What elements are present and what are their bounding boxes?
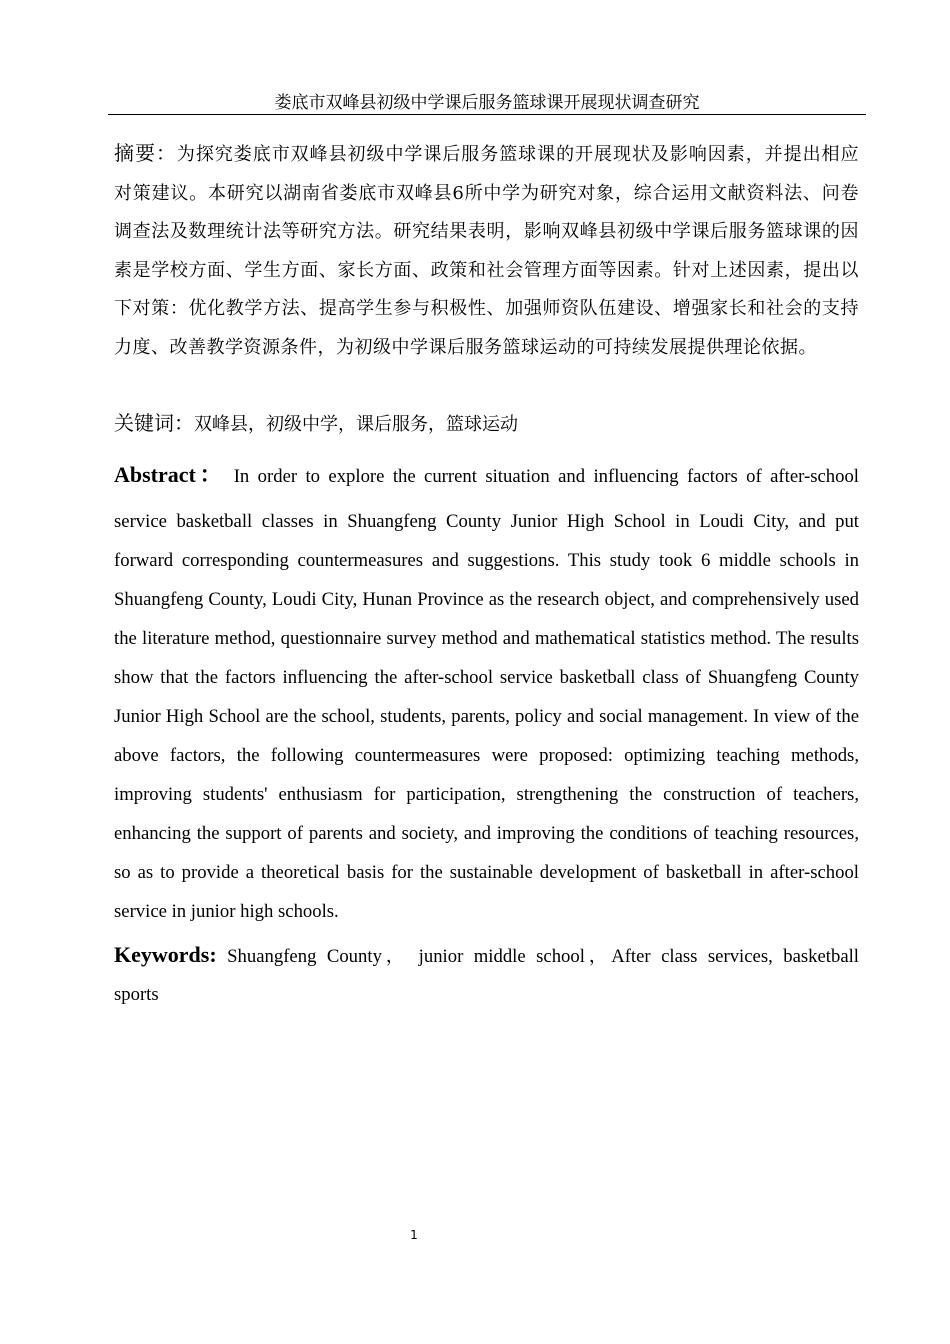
english-keywords <box>114 936 859 1014</box>
english-keywords-text: Shuangfeng County， junior middle school，After class services, basketball sports <box>114 946 860 1005</box>
english-abstract-text-first: In order to explore the current situation and influencing factors of after-school <box>233 466 860 487</box>
chinese-keywords-text: 双峰县，初级中学，课后服务，篮球运动 <box>194 414 518 435</box>
page-number: 1 <box>410 1228 418 1242</box>
chinese-abstract-text: 为探究娄底市双峰县初级中学课后服务篮球课的开展现状及影响因素，并提出相应对策建议。本研究以湖南省娄底市双峰县6所中学为研究对象，综合运用文献资料法、问卷调查法及数理统计法等研究方法。研究结果表明，影响双峰县初级中学课后服务篮球课的因素是学校方面、学生方面、家长方面、政策和社会管理方面等因素。针对上述因素，提出以下对策：优化教学方法、提高学生参与积极性、加强师资队伍建设、增强家长和社会的支持力度、改善教学资源条件，为初级中学课后服务篮球运动的可持续发展提供理论依据。 <box>114 144 860 358</box>
header-divider <box>108 114 866 115</box>
english-abstract-text-rest: service basketball classes in Shuangfeng County Junior High School in Loudi City, and put forward corresponding countermeasures and suggestions. This study took 6 middle schools in Shuangfeng County, Loudi City, Hunan Province as the research object, and comprehensively used the literature method, questionnaire survey method and mathematical statistics method. The results show that the factors influencing the after-school service basketball class of Shuangfeng County Junior High School are the school, students, parents, policy and social management. In view of the above factors, the following countermeasures were proposed: optimizing teaching methods, improving students' enthusiasm for participation, strengthening the construction of teachers, enhancing the support of parents and society, and improving the conditions of teaching resources, so as to provide a theoretical basis for the sustainable development of basketball in after-school service in junior high schools. <box>114 511 859 922</box>
english-abstract <box>114 460 859 931</box>
chinese-keywords <box>114 406 859 442</box>
english-abstract-label: Abstract： <box>114 462 226 487</box>
english-keywords-label: Keywords: <box>114 942 217 967</box>
chinese-keywords-label: 关键词： <box>114 411 194 435</box>
chinese-abstract-label: 摘要： <box>114 141 177 165</box>
english-abstract-first-line <box>114 460 859 492</box>
chinese-abstract <box>114 134 859 367</box>
running-header-title: 娄底市双峰县初级中学课后服务篮球课开展现状调查研究 <box>274 93 700 113</box>
